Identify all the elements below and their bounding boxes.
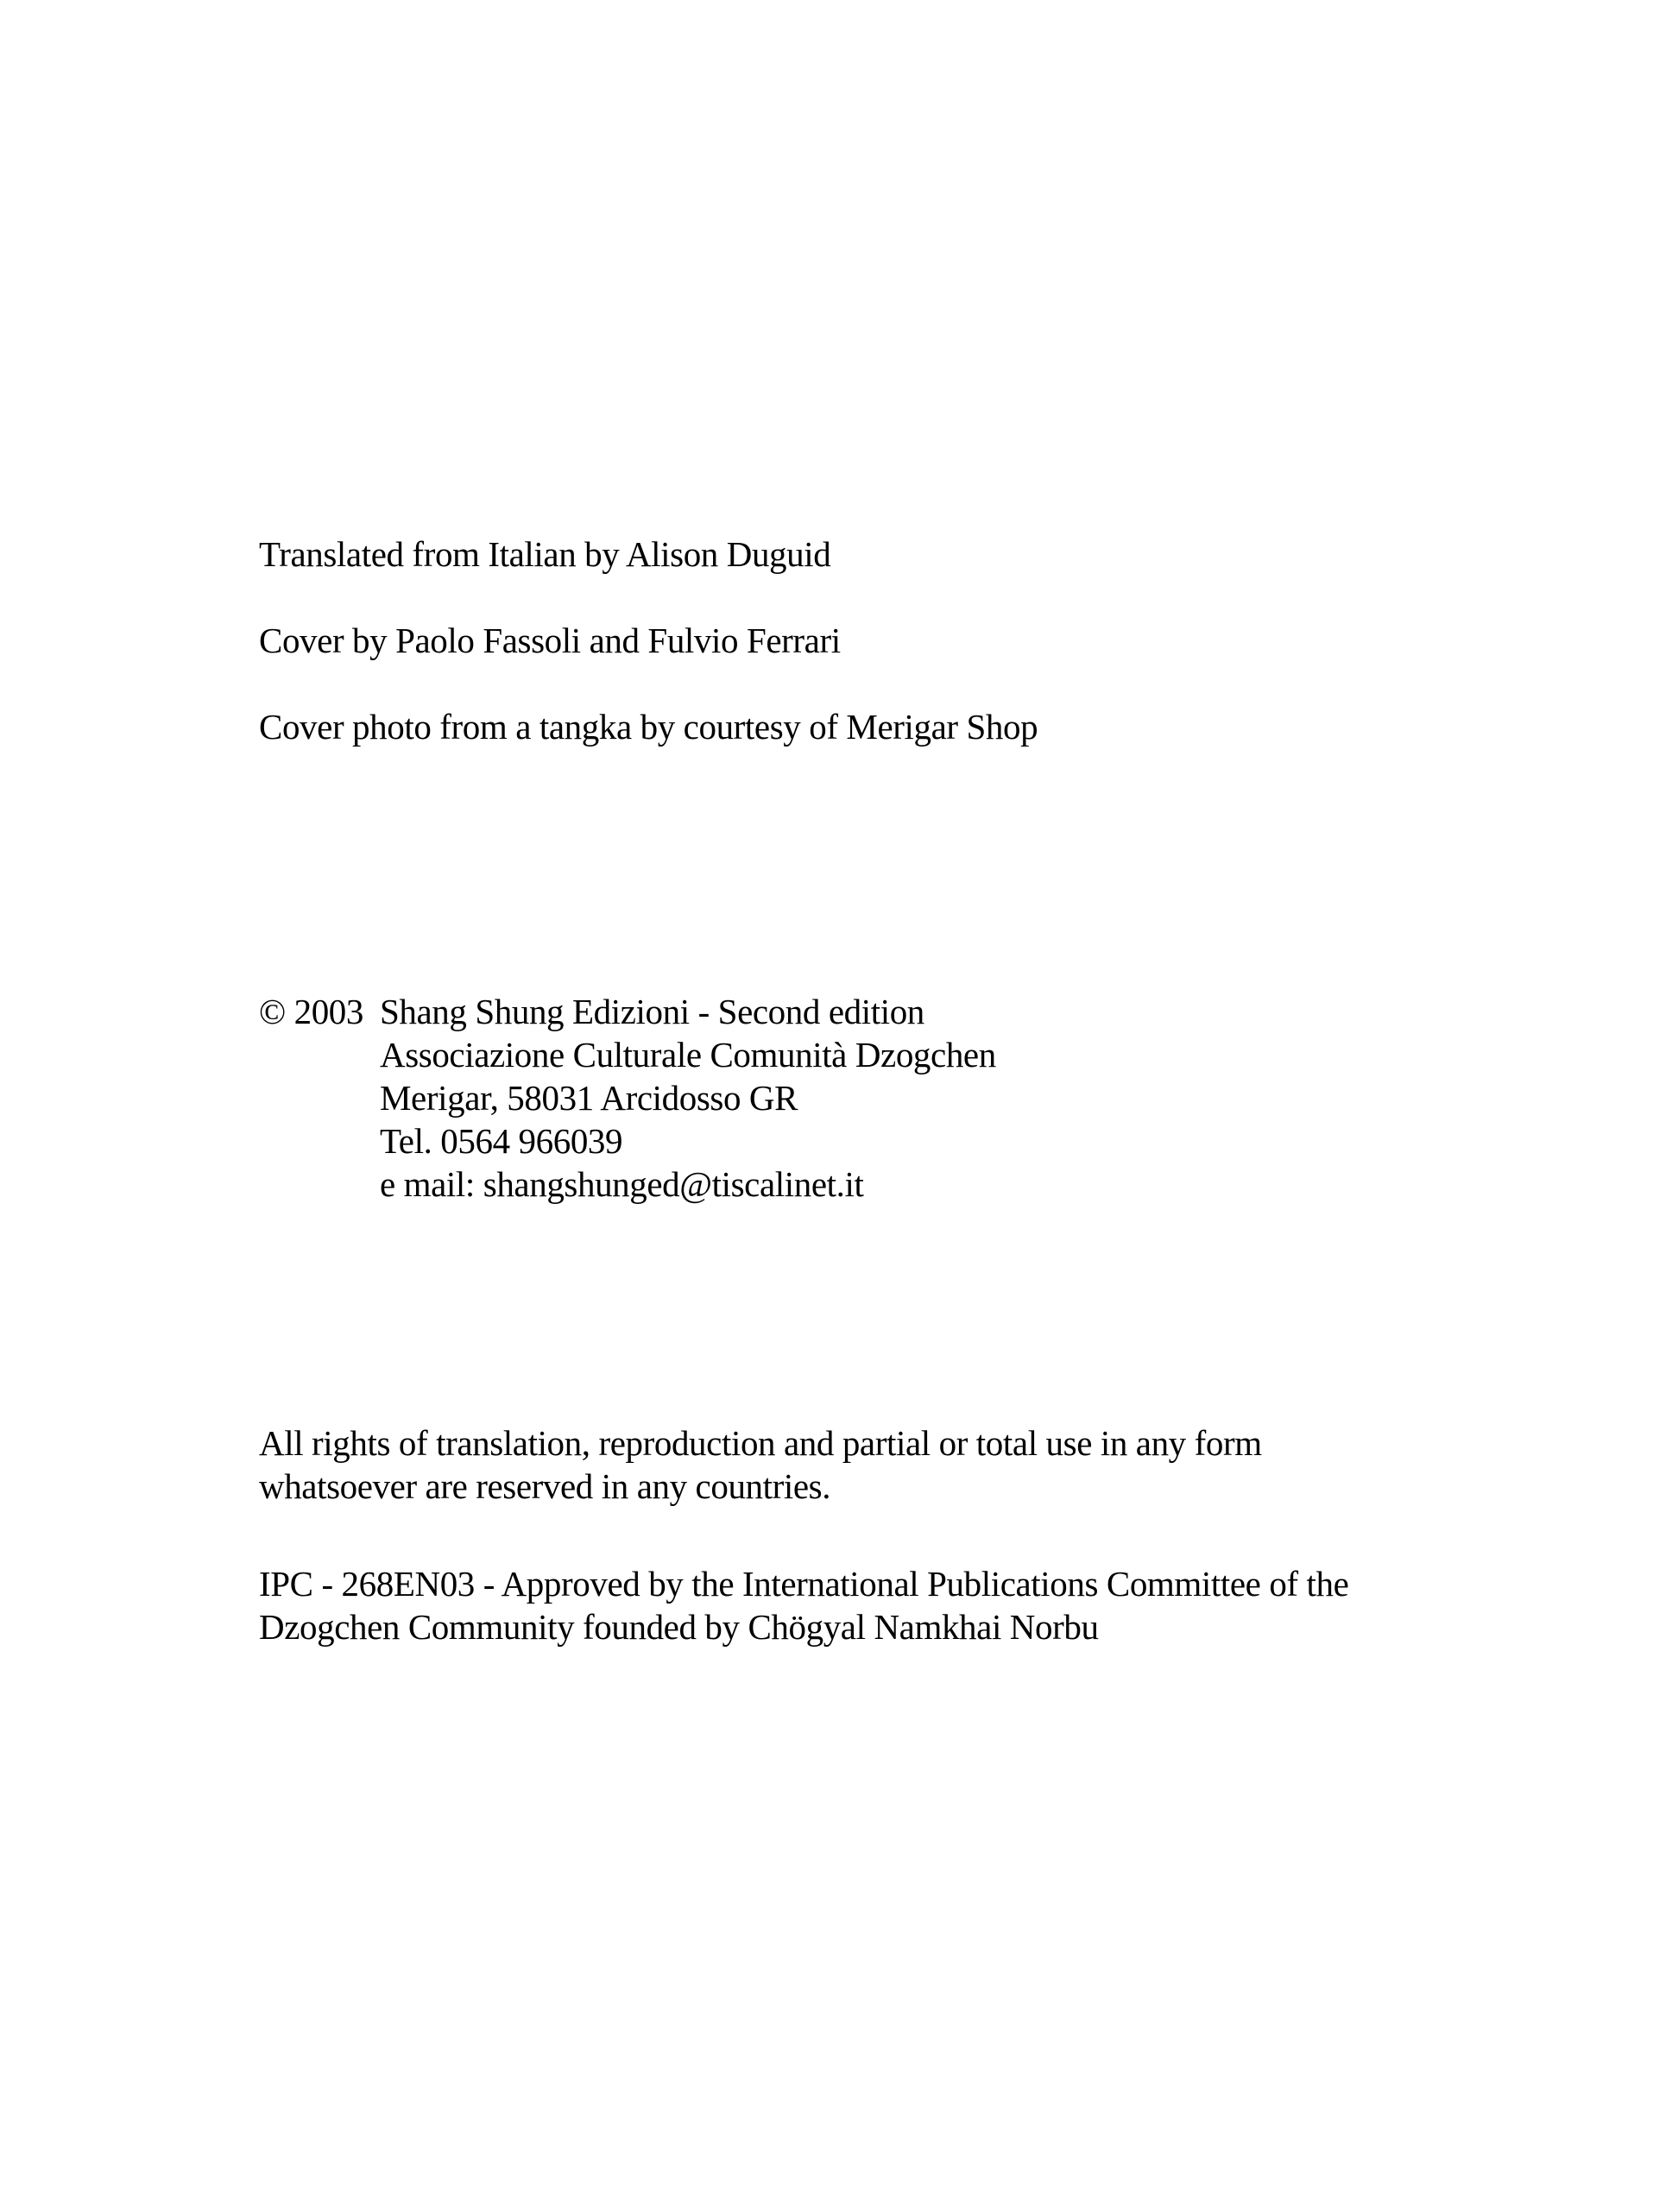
rights-line-1: All rights of translation, reproduction and partial or total use in any form (259, 1423, 1262, 1463)
ipc-line-1: IPC - 268EN03 - Approved by the International Publications Committee of the (259, 1564, 1349, 1604)
publisher-association: Associazione Culturale Comunità Dzogchen (380, 1035, 996, 1074)
copyright-line (259, 990, 924, 1033)
publisher-phone: Tel. 0564 966039 (380, 1121, 623, 1161)
copyright-notice: © 2003 (259, 992, 364, 1031)
ipc-line-2: Dzogchen Community founded by Chögyal Namkhai Norbu (259, 1607, 1099, 1647)
translator-credit: Translated from Italian by Alison Duguid (259, 534, 831, 574)
publisher-edition: Shang Shung Edizioni - Second edition (380, 992, 924, 1031)
cover-photo-credit: Cover photo from a tangka by courtesy of Merigar Shop (259, 707, 1038, 747)
cover-credit: Cover by Paolo Fassoli and Fulvio Ferrari (259, 621, 841, 660)
rights-line-2: whatsoever are reserved in any countries. (259, 1466, 831, 1506)
publisher-address: Merigar, 58031 Arcidosso GR (380, 1078, 798, 1118)
publisher-email: e mail: shangshunged@tiscalinet.it (380, 1164, 864, 1204)
